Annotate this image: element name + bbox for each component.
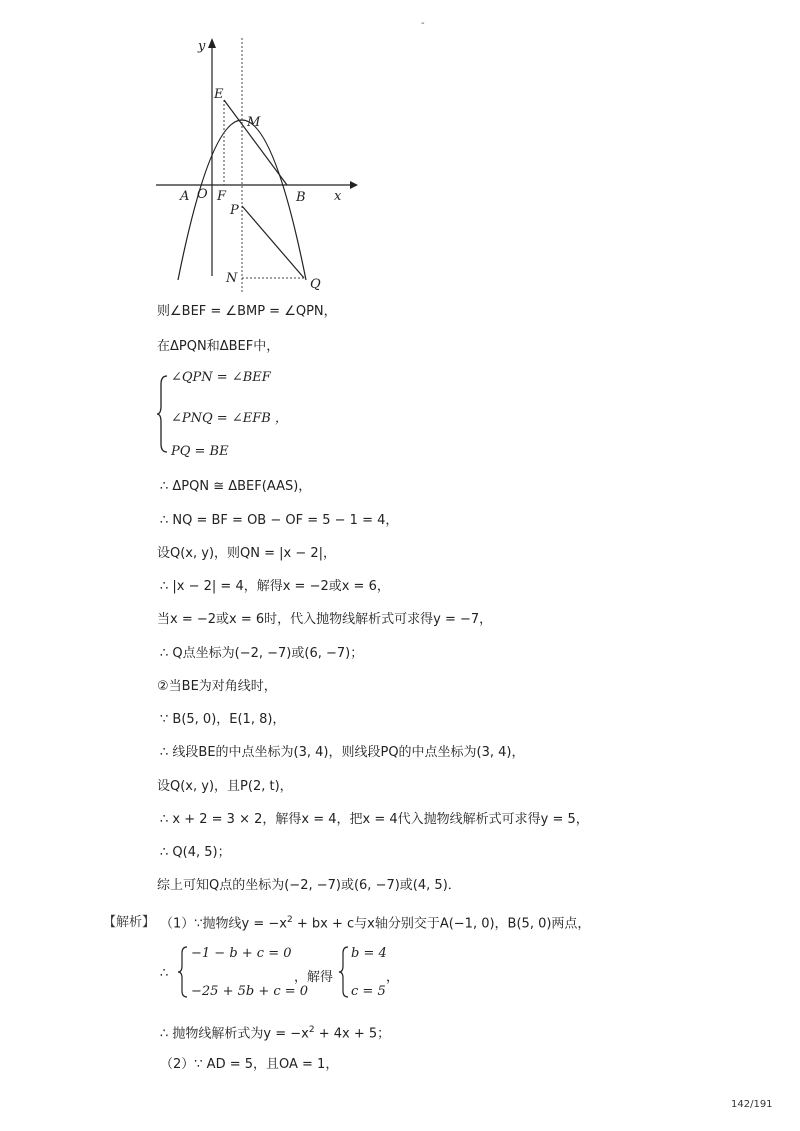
analysis-tag: 【解析】	[103, 915, 156, 930]
system-row-3: PQ = BE	[171, 444, 229, 459]
system-row-2: ∠PNQ = ∠EFB ，	[171, 411, 288, 426]
label-b: B	[296, 190, 306, 205]
text-line-4: ∴ NQ = BF = OB − OF = 5 − 1 = 4，	[160, 513, 399, 528]
text-line-6: ∴ |x − 2| = 4，解得x = −2或x = 6，	[160, 579, 390, 594]
label-m: M	[247, 115, 261, 130]
equation-left-1: −1 − b + c = 0	[191, 946, 292, 961]
text-line-8: ∴ Q点坐标为(−2, −7)或(6, −7)；	[160, 646, 364, 661]
label-x: x	[334, 189, 342, 204]
solution-part-3: （2）∵ AD = 5，且OA = 1，	[160, 1057, 339, 1072]
label-f: F	[217, 189, 227, 204]
left-brace-icon-3	[339, 946, 349, 998]
segment-pq	[242, 206, 304, 278]
left-brace-icon	[157, 374, 169, 454]
text-line-11: ∴ 线段BE的中点坐标为(3, 4)，则线段PQ的中点坐标为(3, 4)，	[160, 745, 525, 760]
text-line-1: 则∠BEF = ∠BMP = ∠QPN，	[157, 304, 337, 319]
equation-tail: ，	[386, 970, 400, 985]
segment-eb	[224, 100, 287, 185]
solve-word: ，解得	[294, 970, 334, 985]
page-number: 142/191	[731, 1099, 773, 1110]
text-line-15: 综上可知Q点的坐标为(−2, −7)或(6, −7)或(4, 5)．	[157, 878, 461, 893]
text-line-12: 设Q(x, y)，且P(2, t)，	[157, 779, 293, 794]
therefore-symbol: ∴	[160, 966, 169, 981]
text-line-10: ∵ B(5, 0)，E(1, 8)，	[160, 712, 286, 727]
system-row-1: ∠QPN = ∠BEF	[171, 370, 271, 385]
equation-right-2: c = 5	[351, 984, 386, 999]
text-line-5: 设Q(x, y)，则QN = |x − 2|，	[157, 546, 337, 561]
equation-left-2: −25 + 5b + c = 0	[191, 984, 309, 999]
label-e: E	[214, 87, 224, 102]
solution-part-1: （1）∵抛物线$y = -x^2$ + bx + c与x轴分别交于A(−1, 0)，B(5, 0)两点，	[160, 915, 591, 932]
text-line-3: ∴ ΔPQN ≅ ΔBEF(AAS)，	[160, 479, 312, 494]
solution-part-2: ∴ 抛物线解析式为$y = -x^2 + 4x + 5$；	[160, 1025, 391, 1042]
x-axis-arrow	[350, 181, 358, 189]
y-axis-arrow	[208, 38, 216, 48]
header-mark: -	[421, 18, 425, 29]
label-n: N	[226, 271, 238, 286]
label-p: P	[230, 203, 239, 218]
label-a: A	[180, 189, 190, 204]
equation-right-1: b = 4	[351, 946, 387, 961]
label-o: O	[197, 187, 208, 202]
left-brace-icon-2	[178, 946, 188, 998]
text-line-13: ∴ x + 2 = 3 × 2，解得x = 4，把x = 4代入抛物线解析式可求得y = 5，	[160, 812, 589, 827]
label-q: Q	[310, 277, 321, 292]
parabola-figure	[150, 30, 360, 299]
text-line-9: ②当BE为对角线时，	[157, 679, 277, 694]
text-line-14: ∴ Q(4, 5)；	[160, 845, 231, 860]
text-line-7: 当x = −2或x = 6时，代入抛物线解析式可求得y = −7，	[157, 612, 493, 627]
text-line-2: 在ΔPQN和ΔBEF中，	[157, 339, 280, 354]
label-y: y	[198, 39, 206, 54]
